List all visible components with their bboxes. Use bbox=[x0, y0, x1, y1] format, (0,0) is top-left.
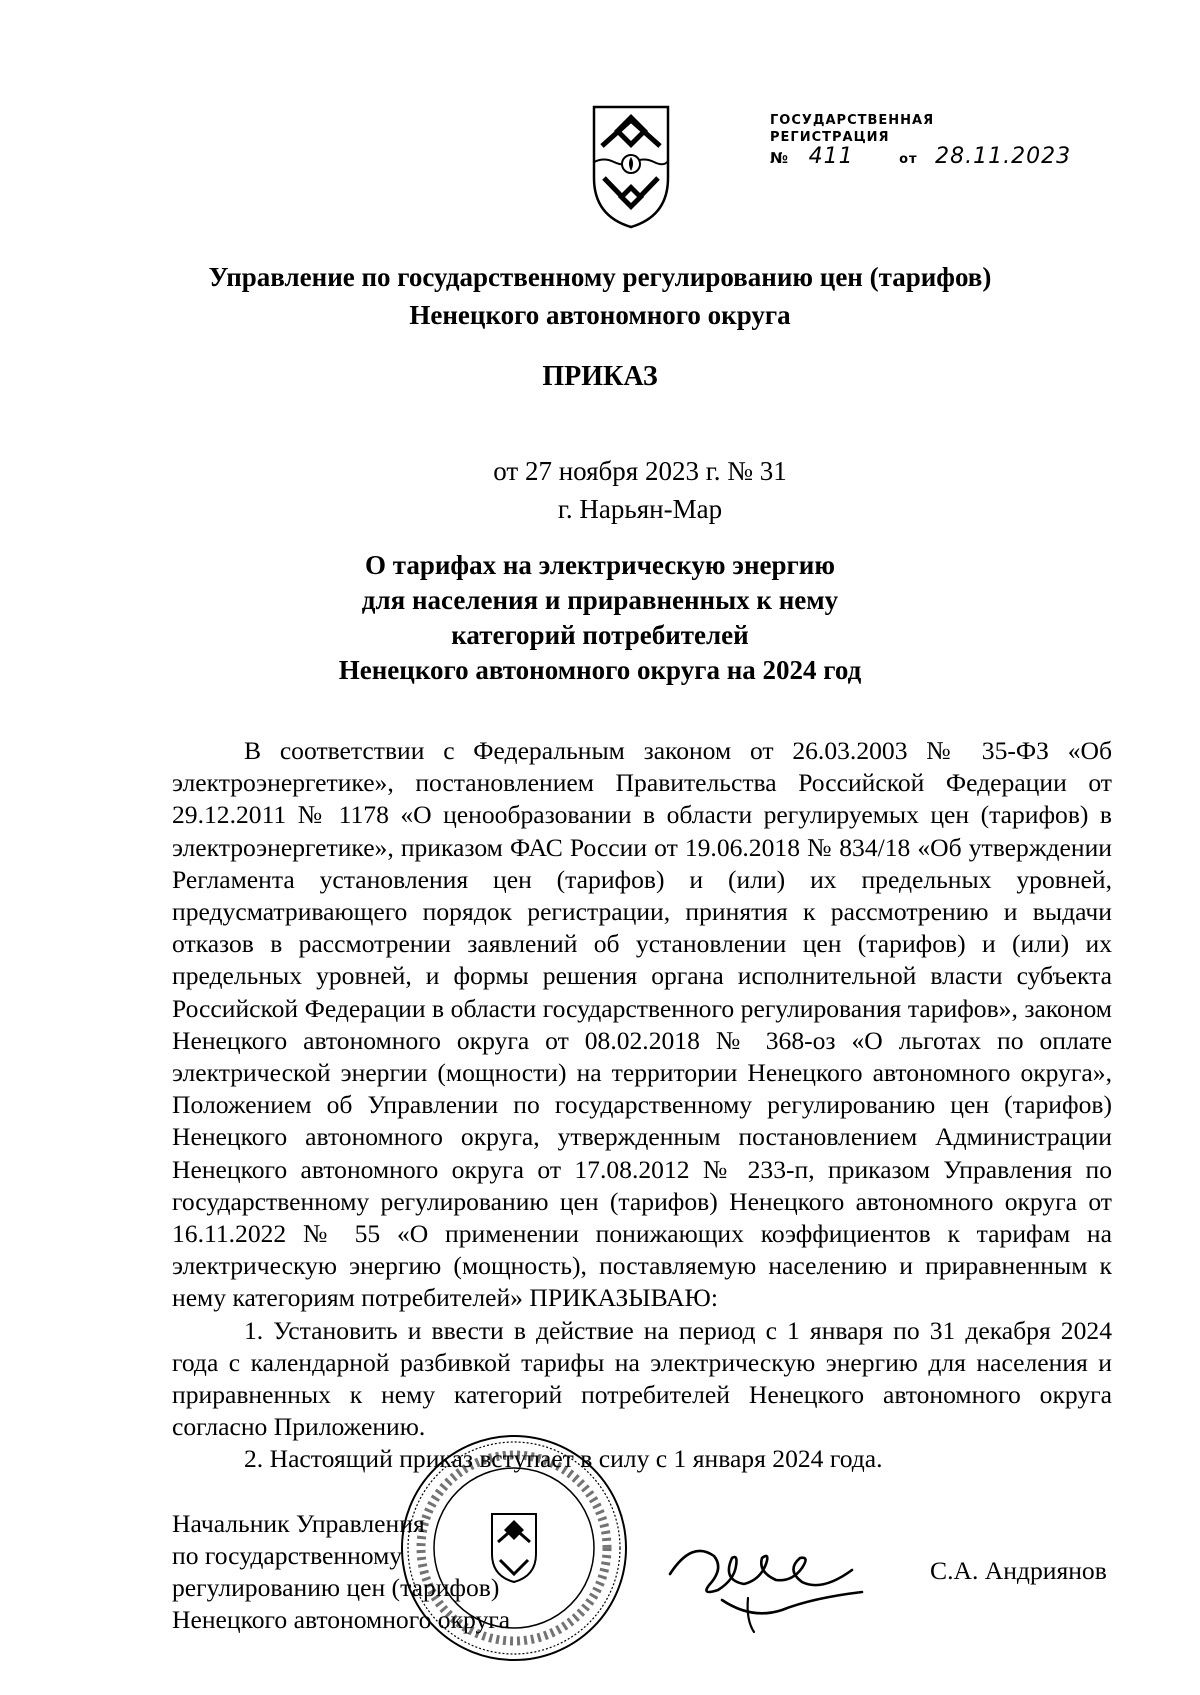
subject-line3: категорий потребителей bbox=[451, 620, 749, 650]
signatory-position-line3: регулированию цен (тарифов) bbox=[172, 1573, 500, 1602]
registration-date-label: от bbox=[899, 152, 918, 167]
document-body bbox=[172, 735, 1112, 1476]
registration-title: ГОСУДАРСТВЕННАЯ bbox=[770, 113, 935, 128]
registration-number-label: № bbox=[770, 149, 790, 167]
coat-of-arms-emblem bbox=[590, 104, 672, 230]
signatory-position bbox=[172, 1508, 510, 1636]
registration-subtitle: РЕГИСТРАЦИЯ bbox=[770, 130, 890, 145]
organization-name-line2: Ненецкого автономного округа bbox=[409, 300, 791, 330]
document-place: г. Нарьян-Мар bbox=[557, 494, 723, 524]
signatory-position-line2: по государственному bbox=[172, 1541, 403, 1570]
subject-line1: О тарифах на электрическую энергию bbox=[365, 550, 835, 580]
signatory-name: С.А. Андриянов bbox=[930, 1556, 1107, 1585]
signatory-position-line1: Начальник Управления bbox=[172, 1509, 425, 1538]
preamble-paragraph: В соответствии с Федеральным законом от 26.03.2003 № 35-ФЗ «Об электроэнергетике», постановлением Правительства Российской Федерации от 29.12.2011 № 1178 «О ценообразовании в области регулируемых цен (тарифов) в электроэнергетике», приказом ФАС России от 19.06.2018 № 834/18 «Об утверждении Регламента установления цен (тарифов) и (или) их предельных уровней, предусматривающего порядок регистрации, принятия к рассмотрению и выдачи отказов в рассмотрении заявлений об установлении цен (тарифов) и (или) их предельных уровней, и формы решения органа исполнительной власти субъекта Российской Федерации в области государственного регулирования тарифов», законом Ненецкого автономного округа от 08.02.2018 № 368-оз «О льготах по оплате электрической энергии (мощности) на территории Ненецкого автономного округа», Положением об Управлении по государственному регулированию цен (тарифов) Ненецкого автономного округа, утвержденным постановлением Администрации Ненецкого автономного округа от 17.08.2012 № 233-п, приказом Управления по государственному регулированию цен (тарифов) Ненецкого автономного округа от 16.11.2022 № 55 «О применении понижающих коэффициентов к тарифам на электрическую энергию (мощность), поставляемую населению и приравненным к нему категориям потребителей» ПРИКАЗЫВАЮ: bbox=[172, 736, 1112, 1313]
document-date-block bbox=[420, 452, 860, 528]
order-item-2: 2. Настоящий приказ вступает в силу с 1 января 2024 года. bbox=[244, 1444, 883, 1474]
subject-line4: Ненецкого автономного округа на 2024 год bbox=[338, 655, 862, 685]
registration-number-row bbox=[770, 144, 1072, 169]
document-date-number: от 27 ноября 2023 г. № 31 bbox=[493, 456, 787, 486]
document-subject bbox=[0, 548, 1200, 688]
subject-line2: для населения и приравненных к нему bbox=[361, 585, 839, 615]
registration-date: 28.11.2023 bbox=[935, 144, 1072, 169]
registration-stamp bbox=[770, 112, 1071, 168]
organization-name-line1: Управление по государственному регулированию цен (тарифов) bbox=[208, 262, 992, 292]
registration-number: 411 bbox=[808, 144, 854, 169]
organization-header bbox=[0, 258, 1200, 334]
order-item-1: 1. Установить и ввести в действие на период с 1 января по 31 декабря 2024 года с календарной разбивкой тарифы на электрическую энергию для населения и приравненных к нему категорий потребителей Ненецкого автономного округа согласно Приложению. bbox=[172, 1315, 1112, 1442]
signatory-position-line4: Ненецкого автономного округа bbox=[172, 1605, 511, 1634]
handwritten-signature bbox=[662, 1510, 872, 1640]
document-type-title: ПРИКАЗ bbox=[542, 361, 658, 392]
